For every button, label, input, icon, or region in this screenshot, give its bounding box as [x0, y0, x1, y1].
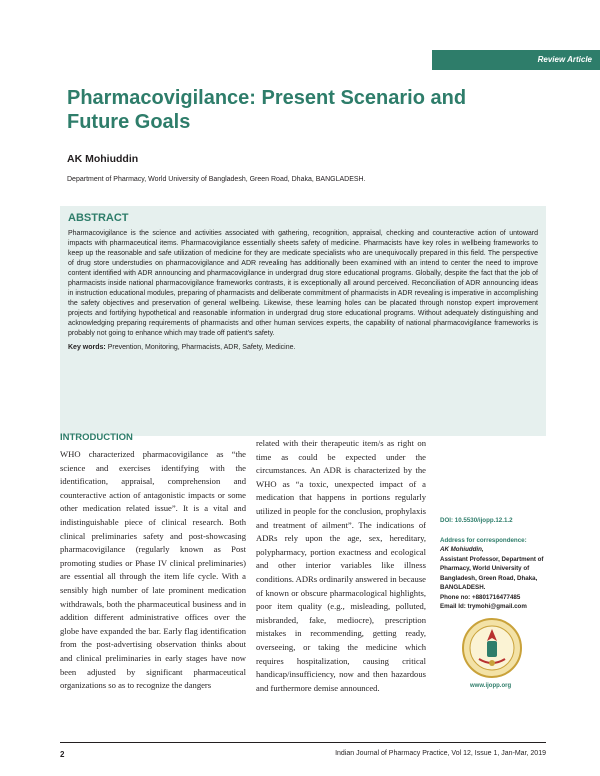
introduction-column-1: WHO characterized pharmacovigilance as “the science and exercises identifying with the identification, appraisal, comprehension and counteractive action of antagonistic impacts or some other medication related issue”. It is a vital and indistinguishable piece of clinical research. Both clinical preliminaries safety and post-showcasing pharmacovigilance (regularly known as Post promoting studies or Phase IV clinical preliminaries) are essential all through the item life cycle. With a sensibly high number of late prominent medication withdrawals, both the pharmaceutical business and in addition different administrative offices over the globe have expanded the bar. Early flag identification from the post-advertising observation thinks about and clinical preliminaries in early stages have now been adjusted by significant pharmaceutical organizations so as to recognize the dangers	[60, 449, 246, 691]
keywords-label: Key words:	[68, 344, 106, 351]
article-type-badge: Review Article	[432, 50, 600, 70]
journal-citation: Indian Journal of Pharmacy Practice, Vol 12, Issue 1, Jan-Mar, 2019	[335, 750, 546, 757]
footer-divider	[60, 742, 546, 743]
abstract-heading: ABSTRACT	[68, 212, 129, 224]
correspondence-details	[440, 545, 558, 612]
author-name: AK Mohiuddin	[67, 153, 139, 165]
correspondent-address: Assistant Professor, Department of Pharmacy, World University of Bangladesh, Green Road, Dhaka, BANGLADESH.	[440, 555, 544, 591]
keywords	[68, 344, 538, 351]
correspondent-name: AK Mohiuddin,	[440, 546, 484, 553]
correspondent-email: Email Id: trymohi@gmail.com	[440, 603, 527, 610]
abstract-box	[60, 206, 546, 436]
journal-seal-icon	[461, 617, 523, 679]
abstract-text: Pharmacovigilance is the science and activities associated with gathering, recognition, appraisal, checking and counteractive action of untoward impacts with pharmaceutical items. Pharmacovigilance essentially sheets safety of medicine. Pharmacists have key roles in wellbeing frameworks to keep up the reasonable and safe utilization of medicine for they are medicate specialists who are unequivocally prepared in this field. The perspective of drug store understudies on pharmacovigilance and ADR revealing has additionally been examined with an intend to center the need to improve content identified with ADR announcing and pharmacovigilance in undergrad drug store educational programs. Globally, despite the fact that the job of pharmacists inside national pharmacovigilance frameworks contrasts, it is exceptionally all around perceived. Reconciliation of ADR announcing ideas in instruction educational modules, preparing of pharmacists and deliberate commitment of pharmacists in ADR revealing is imperative in accomplishing the safety objectives and preservation of general wellbeing. Likewise, these learning holes can be placated through nonstop expert improvement projects and fortifying hypothetical and reasonable information in undergrad drug store educational programs. Without adequately distinguishing and acknowledging preparing requirements of pharmacists and other human services experts, the capability of national pharmacovigilance frameworks is probably not going to enhance which may trade off patient's safety.	[68, 230, 538, 337]
introduction-column-2: related with their therapeutic item/s as right on time as could be expected under the circumstances. An ADR is characterized by the WHO as “a toxic, unexpected impact of a medication that happens in portions regularly utilized in people for the conclusion, prophylaxis and treatment of ailment”. The indications of ADRs rely upon the age, sex, hereditary, polypharmacy, portion exactness and ecological and other interior variables like illness conditions. ADRs ordinarily answered in because of known or obscure pharmacological highlights, poor item quality (e.g., misleading, polluted, misbranded, fake, mediocre), prescription mistakes in recommending, getting ready, overseeing, or taking the medicine which requires hospitalization, causing critical handicap/insufficiency, now and then hazardous and furthermore demise announced.	[256, 438, 426, 693]
keywords-list: Prevention, Monitoring, Pharmacists, ADR, Safety, Medicine.	[107, 344, 296, 351]
article-title: Pharmacovigilance: Present Scenario and Future Goals	[67, 87, 467, 133]
correspondence-heading: Address for correspondence:	[440, 536, 527, 544]
article-sidebar	[440, 516, 558, 612]
introduction-heading: INTRODUCTION	[60, 432, 133, 443]
journal-url[interactable]: www.ijopp.org	[470, 683, 512, 689]
author-affiliation: Department of Pharmacy, World University of Bangladesh, Green Road, Dhaka, BANGLADESH.	[67, 176, 366, 183]
correspondent-phone: Phone no: +8801716477485	[440, 593, 521, 601]
page-number: 2	[60, 750, 65, 759]
doi: DOI: 10.5530/ijopp.12.1.2	[440, 517, 513, 524]
